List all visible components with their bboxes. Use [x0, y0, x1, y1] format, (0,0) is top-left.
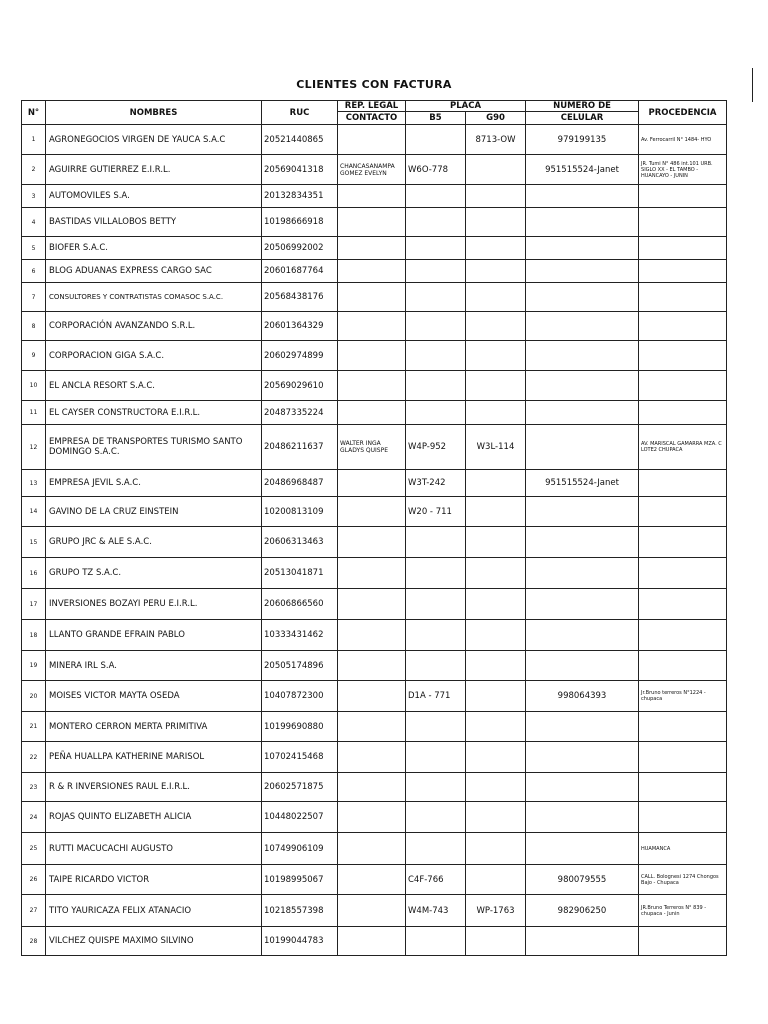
client-ruc: 20569029610	[262, 371, 338, 401]
placa-b5	[406, 260, 466, 283]
client-name: AGUIRRE GUTIERREZ E.I.R.L.	[46, 155, 262, 185]
row-number: 26	[22, 865, 46, 895]
client-ruc: 20569041318	[262, 155, 338, 185]
client-name: LLANTO GRANDE EFRAIN PABLO	[46, 620, 262, 651]
rep-legal-contact	[338, 833, 406, 865]
row-number: 19	[22, 651, 46, 681]
placa-g90	[466, 742, 526, 773]
cell-number	[526, 237, 639, 260]
cell-number: 951515524-Janet	[526, 155, 639, 185]
placa-g90	[466, 833, 526, 865]
procedencia: AV. MARISCAL GAMARRA MZA. C LOTE2 CHUPACA	[639, 425, 727, 470]
col-header-nombres: NOMBRES	[46, 101, 262, 125]
client-name: ROJAS QUINTO ELIZABETH ALICIA	[46, 802, 262, 833]
table-row	[22, 401, 727, 425]
client-name: R & R INVERSIONES RAUL E.I.R.L.	[46, 773, 262, 802]
placa-g90	[466, 401, 526, 425]
table-row	[22, 283, 727, 312]
placa-g90: WP-1763	[466, 895, 526, 927]
cell-number: 980079555	[526, 865, 639, 895]
table-row	[22, 341, 727, 371]
cell-number	[526, 312, 639, 341]
table-row	[22, 425, 727, 470]
client-name: BIOFER S.A.C.	[46, 237, 262, 260]
cell-number: 979199135	[526, 125, 639, 155]
procedencia	[639, 237, 727, 260]
rep-legal-contact	[338, 681, 406, 712]
table-row	[22, 312, 727, 341]
procedencia	[639, 712, 727, 742]
rep-legal-contact	[338, 208, 406, 237]
client-name: GRUPO JRC & ALE S.A.C.	[46, 527, 262, 558]
col-header-placa: PLACA	[406, 101, 526, 112]
table-row	[22, 527, 727, 558]
rep-legal-contact	[338, 185, 406, 208]
procedencia	[639, 927, 727, 956]
placa-b5	[406, 802, 466, 833]
placa-b5	[406, 312, 466, 341]
cell-number	[526, 497, 639, 527]
col-header-rep-legal: REP. LEGAL	[338, 101, 406, 112]
client-ruc: 10407872300	[262, 681, 338, 712]
client-ruc: 10198666918	[262, 208, 338, 237]
client-name: TITO YAURICAZA FELIX ATANACIO	[46, 895, 262, 927]
client-ruc: 10198995067	[262, 865, 338, 895]
placa-b5	[406, 341, 466, 371]
placa-g90	[466, 651, 526, 681]
rep-legal-contact: CHANCASANAMPA GOMEZ EVELYN	[338, 155, 406, 185]
placa-b5: C4F-766	[406, 865, 466, 895]
client-ruc: 10702415468	[262, 742, 338, 773]
cell-number	[526, 527, 639, 558]
client-ruc: 10749906109	[262, 833, 338, 865]
client-ruc: 10199044783	[262, 927, 338, 956]
table-row	[22, 470, 727, 497]
client-ruc: 20513041871	[262, 558, 338, 589]
client-name: RUTTI MACUCACHI AUGUSTO	[46, 833, 262, 865]
client-ruc: 20602571875	[262, 773, 338, 802]
client-ruc: 10200813109	[262, 497, 338, 527]
procedencia	[639, 283, 727, 312]
placa-g90	[466, 497, 526, 527]
row-number: 18	[22, 620, 46, 651]
col-header-numero-de: NUMERO DE	[526, 101, 639, 112]
table-row	[22, 260, 727, 283]
placa-g90	[466, 927, 526, 956]
placa-b5	[406, 833, 466, 865]
row-number: 22	[22, 742, 46, 773]
client-name: BLOG ADUANAS EXPRESS CARGO SAC	[46, 260, 262, 283]
placa-b5	[406, 283, 466, 312]
table-row	[22, 742, 727, 773]
table-row	[22, 125, 727, 155]
cell-number	[526, 651, 639, 681]
rep-legal-contact	[338, 260, 406, 283]
cell-number	[526, 742, 639, 773]
clients-table	[21, 100, 727, 956]
procedencia	[639, 558, 727, 589]
cell-number	[526, 833, 639, 865]
cell-number	[526, 401, 639, 425]
client-name: MINERA IRL S.A.	[46, 651, 262, 681]
client-ruc: 20506992002	[262, 237, 338, 260]
col-header-procedencia: PROCEDENCIA	[639, 101, 727, 125]
rep-legal-contact	[338, 558, 406, 589]
placa-b5	[406, 237, 466, 260]
rep-legal-contact	[338, 712, 406, 742]
procedencia	[639, 260, 727, 283]
client-name: GAVINO DE LA CRUZ EINSTEIN	[46, 497, 262, 527]
row-number: 7	[22, 283, 46, 312]
placa-g90	[466, 802, 526, 833]
row-number: 11	[22, 401, 46, 425]
cell-number	[526, 712, 639, 742]
row-number: 14	[22, 497, 46, 527]
cell-number	[526, 589, 639, 620]
cell-number	[526, 927, 639, 956]
placa-g90	[466, 260, 526, 283]
placa-b5	[406, 371, 466, 401]
rep-legal-contact	[338, 742, 406, 773]
rep-legal-contact	[338, 283, 406, 312]
row-number: 17	[22, 589, 46, 620]
client-name: CORPORACIÓN AVANZANDO S.R.L.	[46, 312, 262, 341]
row-number: 4	[22, 208, 46, 237]
cell-number	[526, 773, 639, 802]
row-number: 28	[22, 927, 46, 956]
client-ruc: 20606866560	[262, 589, 338, 620]
placa-g90	[466, 865, 526, 895]
row-number: 20	[22, 681, 46, 712]
client-ruc: 20132834351	[262, 185, 338, 208]
placa-g90	[466, 712, 526, 742]
placa-g90	[466, 185, 526, 208]
client-name: MONTERO CERRON MERTA PRIMITIVA	[46, 712, 262, 742]
cell-number	[526, 425, 639, 470]
rep-legal-contact	[338, 589, 406, 620]
procedencia: CALL. Bolognesi 1274 Chongos Bajo - Chupaca	[639, 865, 727, 895]
placa-g90	[466, 558, 526, 589]
placa-g90	[466, 589, 526, 620]
rep-legal-contact	[338, 497, 406, 527]
row-number: 24	[22, 802, 46, 833]
procedencia	[639, 589, 727, 620]
client-ruc: 10333431462	[262, 620, 338, 651]
client-ruc: 20602974899	[262, 341, 338, 371]
placa-b5: D1A - 771	[406, 681, 466, 712]
client-ruc: 10218557398	[262, 895, 338, 927]
table-body	[22, 125, 727, 956]
placa-b5	[406, 125, 466, 155]
row-number: 9	[22, 341, 46, 371]
rep-legal-contact	[338, 341, 406, 371]
row-number: 23	[22, 773, 46, 802]
client-name: AUTOMOVILES S.A.	[46, 185, 262, 208]
table-row	[22, 773, 727, 802]
placa-b5	[406, 773, 466, 802]
client-name: BASTIDAS VILLALOBOS BETTY	[46, 208, 262, 237]
client-ruc: 20505174896	[262, 651, 338, 681]
procedencia	[639, 185, 727, 208]
client-name: TAIPE RICARDO VICTOR	[46, 865, 262, 895]
procedencia	[639, 620, 727, 651]
procedencia: JR.Bruno Terreros N° 839 - chupaca - Junin	[639, 895, 727, 927]
rep-legal-contact	[338, 865, 406, 895]
cell-number	[526, 620, 639, 651]
placa-b5: W3T-242	[406, 470, 466, 497]
placa-g90	[466, 283, 526, 312]
placa-b5	[406, 620, 466, 651]
rep-legal-contact	[338, 927, 406, 956]
placa-b5: W6O-778	[406, 155, 466, 185]
client-ruc: 20486968487	[262, 470, 338, 497]
table-row	[22, 712, 727, 742]
cell-number: 998064393	[526, 681, 639, 712]
placa-b5: W20 - 711	[406, 497, 466, 527]
table-row	[22, 927, 727, 956]
row-number: 12	[22, 425, 46, 470]
rep-legal-contact	[338, 312, 406, 341]
table-row	[22, 185, 727, 208]
procedencia	[639, 527, 727, 558]
placa-g90	[466, 470, 526, 497]
client-ruc: 20601687764	[262, 260, 338, 283]
placa-g90	[466, 208, 526, 237]
client-name: EMPRESA JEVIL S.A.C.	[46, 470, 262, 497]
col-header-ruc: RUC	[262, 101, 338, 125]
table-row	[22, 237, 727, 260]
row-number: 1	[22, 125, 46, 155]
placa-b5	[406, 927, 466, 956]
cell-number	[526, 341, 639, 371]
rep-legal-contact	[338, 371, 406, 401]
table-row	[22, 895, 727, 927]
placa-b5	[406, 208, 466, 237]
table-row	[22, 371, 727, 401]
placa-g90	[466, 237, 526, 260]
procedencia: HUAMANCA	[639, 833, 727, 865]
client-name: EL CAYSER CONSTRUCTORA E.I.R.L.	[46, 401, 262, 425]
procedencia	[639, 371, 727, 401]
client-ruc: 20568438176	[262, 283, 338, 312]
rep-legal-contact	[338, 527, 406, 558]
table-row	[22, 833, 727, 865]
placa-g90	[466, 681, 526, 712]
row-number: 8	[22, 312, 46, 341]
client-name: GRUPO TZ S.A.C.	[46, 558, 262, 589]
procedencia: JR. Tumi N° 486 int.101 URB. SIGLO XX - EL TAMBO - HUANCAYO - JUNIN	[639, 155, 727, 185]
client-ruc: 10448022507	[262, 802, 338, 833]
client-name: PEÑA HUALLPA KATHERINE MARISOL	[46, 742, 262, 773]
placa-b5	[406, 589, 466, 620]
procedencia	[639, 208, 727, 237]
client-name: EL ANCLA RESORT S.A.C.	[46, 371, 262, 401]
right-border-line	[752, 68, 753, 102]
client-name: CONSULTORES Y CONTRATISTAS COMASOC S.A.C.	[46, 283, 262, 312]
rep-legal-contact: WALTER INGA GLADYS QUISPE	[338, 425, 406, 470]
table-row	[22, 497, 727, 527]
placa-b5	[406, 527, 466, 558]
placa-g90: 8713-OW	[466, 125, 526, 155]
table-row	[22, 208, 727, 237]
procedencia: Av. Ferrocarril N° 1484- HYO	[639, 125, 727, 155]
client-ruc: 20606313463	[262, 527, 338, 558]
row-number: 25	[22, 833, 46, 865]
rep-legal-contact	[338, 773, 406, 802]
placa-b5	[406, 742, 466, 773]
placa-g90	[466, 527, 526, 558]
row-number: 15	[22, 527, 46, 558]
row-number: 5	[22, 237, 46, 260]
placa-b5	[406, 185, 466, 208]
procedencia	[639, 497, 727, 527]
table-row	[22, 651, 727, 681]
cell-number	[526, 371, 639, 401]
placa-g90	[466, 312, 526, 341]
rep-legal-contact	[338, 237, 406, 260]
row-number: 13	[22, 470, 46, 497]
row-number: 3	[22, 185, 46, 208]
table-row	[22, 155, 727, 185]
table-row	[22, 681, 727, 712]
procedencia	[639, 341, 727, 371]
procedencia	[639, 802, 727, 833]
placa-g90	[466, 371, 526, 401]
placa-b5: W4P-952	[406, 425, 466, 470]
row-number: 10	[22, 371, 46, 401]
placa-g90: W3L-114	[466, 425, 526, 470]
row-number: 2	[22, 155, 46, 185]
placa-g90	[466, 155, 526, 185]
cell-number	[526, 185, 639, 208]
table-row	[22, 802, 727, 833]
rep-legal-contact	[338, 401, 406, 425]
table-row	[22, 865, 727, 895]
cell-number	[526, 283, 639, 312]
placa-b5: W4M-743	[406, 895, 466, 927]
rep-legal-contact	[338, 651, 406, 681]
col-header-contacto: CONTACTO	[338, 112, 406, 125]
table-row	[22, 558, 727, 589]
procedencia	[639, 401, 727, 425]
cell-number	[526, 260, 639, 283]
client-ruc: 20487335224	[262, 401, 338, 425]
row-number: 6	[22, 260, 46, 283]
placa-g90	[466, 620, 526, 651]
client-ruc: 20521440865	[262, 125, 338, 155]
rep-legal-contact	[338, 802, 406, 833]
cell-number	[526, 802, 639, 833]
procedencia	[639, 312, 727, 341]
rep-legal-contact	[338, 125, 406, 155]
client-name: CORPORACION GIGA S.A.C.	[46, 341, 262, 371]
cell-number	[526, 558, 639, 589]
cell-number	[526, 208, 639, 237]
col-header-g90: G90	[466, 112, 526, 125]
procedencia	[639, 651, 727, 681]
header-row-top	[22, 101, 727, 112]
placa-b5	[406, 651, 466, 681]
procedencia: Jr.Bruno terreros N°1224 - chupaca	[639, 681, 727, 712]
rep-legal-contact	[338, 620, 406, 651]
cell-number: 951515524-Janet	[526, 470, 639, 497]
row-number: 16	[22, 558, 46, 589]
row-number: 21	[22, 712, 46, 742]
client-name: EMPRESA DE TRANSPORTES TURISMO SANTO DOMINGO S.A.C.	[46, 425, 262, 470]
client-ruc: 20601364329	[262, 312, 338, 341]
rep-legal-contact	[338, 895, 406, 927]
procedencia	[639, 742, 727, 773]
rep-legal-contact	[338, 470, 406, 497]
table-row	[22, 589, 727, 620]
page-title: CLIENTES CON FACTURA	[296, 78, 452, 91]
client-ruc: 20486211637	[262, 425, 338, 470]
col-header-n: N°	[22, 101, 46, 125]
client-ruc: 10199690880	[262, 712, 338, 742]
placa-b5	[406, 401, 466, 425]
cell-number: 982906250	[526, 895, 639, 927]
placa-b5	[406, 712, 466, 742]
row-number: 27	[22, 895, 46, 927]
client-name: INVERSIONES BOZAYI PERU E.I.R.L.	[46, 589, 262, 620]
client-name: MOISES VICTOR MAYTA OSEDA	[46, 681, 262, 712]
procedencia	[639, 470, 727, 497]
placa-g90	[466, 773, 526, 802]
placa-b5	[406, 558, 466, 589]
table-row	[22, 620, 727, 651]
client-name: VILCHEZ QUISPE MAXIMO SILVINO	[46, 927, 262, 956]
col-header-b5: B5	[406, 112, 466, 125]
client-name: AGRONEGOCIOS VIRGEN DE YAUCA S.A.C	[46, 125, 262, 155]
col-header-celular: CELULAR	[526, 112, 639, 125]
procedencia	[639, 773, 727, 802]
placa-g90	[466, 341, 526, 371]
